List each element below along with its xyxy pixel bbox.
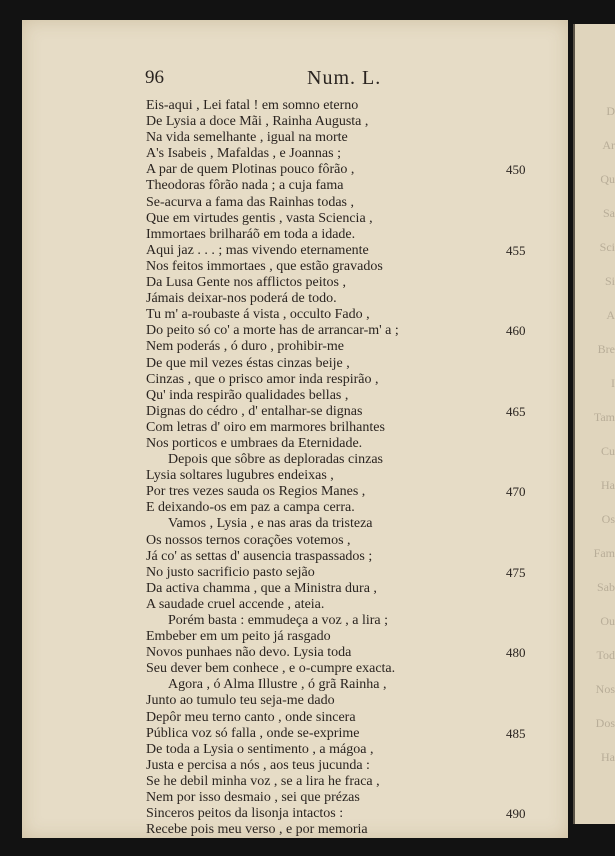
poem-line-text: Sinceros peitos da lisonja intactos : xyxy=(146,806,344,822)
poem-line-text: De toda a Lysia o sentimento , a mágoa , xyxy=(146,741,374,757)
poem-line-text: No justo sacrificio pasto sejão xyxy=(146,564,315,580)
poem-line-text: Nos porticos e umbraes da Eternidade. xyxy=(146,435,363,451)
poem-line-text: Que em virtudes gentis , vasta Sciencia , xyxy=(146,210,373,226)
poem-line xyxy=(146,758,566,774)
poem-line xyxy=(146,500,566,516)
poem-line xyxy=(146,372,566,388)
poem-line xyxy=(146,742,566,758)
poem-line-text: Da activa chamma , que a Ministra dura , xyxy=(146,580,377,596)
line-number: 480 xyxy=(506,645,526,661)
poem-line-text: Seu dever bem conhece , e o-cumpre exacta. xyxy=(146,661,396,677)
poem-line-text: Se-acurva a fama das Rainhas todas , xyxy=(146,194,354,210)
poem-line xyxy=(146,613,566,629)
poem-line-text: Recebe pois meu verso , e por memoria xyxy=(146,822,368,838)
adjacent-page-fragment: Ou xyxy=(600,614,615,628)
poem-line xyxy=(146,388,566,404)
poem-line xyxy=(146,597,566,613)
poem-line-text: Eis-aqui , Lei fatal ! em somno eterno xyxy=(146,98,359,113)
poem-line-text: Com letras d' oiro em marmores brilhantes xyxy=(146,419,385,435)
poem-line xyxy=(146,291,566,307)
poem-line xyxy=(146,629,566,645)
line-number: 465 xyxy=(506,403,526,419)
poem-line xyxy=(146,227,566,243)
poem-line xyxy=(146,710,566,726)
poem-line xyxy=(146,726,566,742)
poem-line xyxy=(146,822,566,838)
poem-line xyxy=(146,468,566,484)
poem-line-text: A's Isabeis , Mafaldas , e Joannas ; xyxy=(146,146,341,162)
adjacent-page-fragment: D xyxy=(606,104,615,118)
poem-text xyxy=(146,98,566,838)
poem-line-text: Justa e percisa a nós , aos teus jucunda : xyxy=(146,757,370,773)
adjacent-page-fragment: Si xyxy=(604,274,615,288)
adjacent-page-fragment: Sci xyxy=(599,240,615,254)
poem-line xyxy=(146,211,566,227)
adjacent-page-fragment: Ha xyxy=(601,478,615,492)
adjacent-page-fragment: Bre xyxy=(597,342,615,356)
adjacent-page-edge xyxy=(573,24,615,824)
adjacent-page-fragment: I xyxy=(611,376,615,390)
adjacent-page-fragment: Fam xyxy=(593,546,615,560)
poem-line-text: Embeber em um peito já rasgado xyxy=(146,629,331,645)
poem-line xyxy=(146,130,566,146)
adjacent-page-fragment: Cu xyxy=(600,444,615,458)
line-number: 475 xyxy=(506,564,526,580)
poem-line xyxy=(146,98,566,114)
adjacent-page-fragment: Tod xyxy=(596,648,615,662)
poem-line xyxy=(146,178,566,194)
poem-line xyxy=(146,275,566,291)
poem-line-text: Jámais deixar-nos poderá de todo. xyxy=(146,291,337,307)
poem-line-text: A par de quem Plotinas pouco fôrão , xyxy=(146,162,355,178)
poem-line xyxy=(146,549,566,565)
poem-line xyxy=(146,533,566,549)
poem-line xyxy=(146,404,566,420)
adjacent-page-fragment: Ar xyxy=(602,138,615,152)
poem-line-text: A saudade cruel accende , ateia. xyxy=(146,596,325,612)
poem-line-text: Lysia soltares lugubres endeixas , xyxy=(146,468,334,484)
poem-line xyxy=(146,420,566,436)
poem-line-text: Immortaes brilharáõ em toda a idade. xyxy=(146,226,356,242)
line-number: 455 xyxy=(506,242,526,258)
poem-line xyxy=(146,693,566,709)
adjacent-page-fragment: Os xyxy=(601,512,615,526)
poem-line-text: Theodoras fôrão nada ; a cuja fama xyxy=(146,178,344,194)
poem-line-text: Os nossos ternos corações votemos , xyxy=(146,532,351,548)
poem-line-text: Depois que sôbre as deploradas cinzas xyxy=(168,452,383,468)
poem-line xyxy=(146,677,566,693)
poem-line xyxy=(146,259,566,275)
poem-line-text: Nem por isso desmaio , sei que prézas xyxy=(146,790,360,806)
poem-line-text: Porém basta : emmudeça a voz , a lira ; xyxy=(168,613,389,628)
poem-line xyxy=(146,484,566,500)
poem-line-text: Cinzas , que o prisco amor inda respirão , xyxy=(146,371,379,387)
page-number: 96 xyxy=(145,67,164,88)
poem-line-text: Aqui jaz . . . ; mas vivendo eternamente xyxy=(146,242,369,258)
poem-line-text: Agora , ó Alma Illustre , ó grã Rainha , xyxy=(168,677,387,693)
line-number: 485 xyxy=(506,725,526,741)
poem-line-text: Junto ao tumulo teu seja-me dado xyxy=(146,693,335,709)
poem-line xyxy=(146,307,566,323)
adjacent-page-fragment: A xyxy=(606,308,615,322)
line-number: 470 xyxy=(506,484,526,500)
adjacent-page-fragment: Qu xyxy=(600,172,615,186)
poem-line-text: E deixando-os em paz a campa cerra. xyxy=(146,500,355,516)
poem-line xyxy=(146,516,566,532)
poem-line-text: Se he debil minha voz , se a lira he fraca , xyxy=(146,773,380,789)
poem-line xyxy=(146,162,566,178)
poem-line-text: Nem poderás , ó duro , prohibir-me xyxy=(146,339,345,355)
line-number: 450 xyxy=(506,162,526,178)
poem-line xyxy=(146,806,566,822)
adjacent-page-fragment: Nos xyxy=(595,682,615,696)
poem-line xyxy=(146,339,566,355)
adjacent-page-fragment: Ha xyxy=(601,750,615,764)
poem-line xyxy=(146,790,566,806)
line-number: 460 xyxy=(506,323,526,339)
poem-line xyxy=(146,146,566,162)
poem-line xyxy=(146,436,566,452)
poem-line-text: Qu' inda respirão qualidades bellas , xyxy=(146,387,349,403)
adjacent-page-fragment: Tam xyxy=(593,410,615,424)
poem-line xyxy=(146,452,566,468)
poem-line xyxy=(146,565,566,581)
poem-line-text: Na vida semelhante , igual na morte xyxy=(146,130,348,146)
poem-line-text: De que mil vezes éstas cinzas beije , xyxy=(146,355,350,371)
poem-line xyxy=(146,243,566,259)
poem-line-text: Novos punhaes não devo. Lysia toda xyxy=(146,645,352,661)
poem-line-text: Nos feitos immortaes , que estão gravados xyxy=(146,258,383,274)
poem-line-text: Dignas do cédro , d' entalhar-se dignas xyxy=(146,403,363,419)
poem-line-text: Depôr meu terno canto , onde sincera xyxy=(146,709,356,725)
poem-line-text: Vamos , Lysia , e nas aras da tristeza xyxy=(168,516,373,532)
line-number: 490 xyxy=(506,806,526,822)
poem-line xyxy=(146,581,566,597)
poem-line-text: Da Lusa Gente nos afflictos peitos , xyxy=(146,275,346,291)
page-header xyxy=(145,67,565,93)
poem-line-text: Tu m' a-roubaste á vista , occulto Fado , xyxy=(146,307,370,323)
poem-line xyxy=(146,661,566,677)
poem-line-text: Pública voz só falla , onde se-exprime xyxy=(146,725,360,741)
poem-line xyxy=(146,114,566,130)
poem-line xyxy=(146,323,566,339)
adjacent-page-fragment: Dos xyxy=(595,716,615,730)
adjacent-page-fragment: Sab xyxy=(597,580,615,594)
poem-line-text: Do peito só co' a morte has de arrancar-m' a ; xyxy=(146,323,399,339)
running-title: Num. L. xyxy=(307,67,382,89)
poem-line-text: De Lysia a doce Mãi , Rainha Augusta , xyxy=(146,114,369,130)
adjacent-page-fragment: Sa xyxy=(603,206,615,220)
poem-line xyxy=(146,195,566,211)
poem-line-text: Já co' as settas d' ausencia traspassados ; xyxy=(146,548,373,564)
poem-line xyxy=(146,645,566,661)
poem-line xyxy=(146,356,566,372)
poem-line-text: Por tres vezes sauda os Regios Manes , xyxy=(146,484,366,500)
poem-line xyxy=(146,774,566,790)
